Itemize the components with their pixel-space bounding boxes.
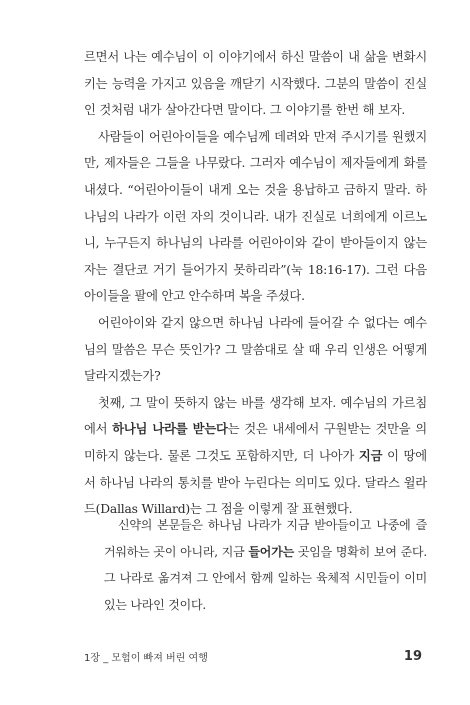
emphasis-now: 지금 (358, 447, 383, 463)
block-quote (104, 512, 427, 618)
page-footer (84, 646, 422, 666)
page-number: 19 (403, 648, 422, 664)
paragraph-4 (84, 390, 427, 523)
paragraph-4-text-b: 는 것은 내세에서 구원받는 것만을 의미하지 않는다. 물론 그것도 포함하지만, 더 나아가 (84, 422, 427, 463)
paragraph-4-text-a: 첫째, 그 말이 뜻하지 않는 바를 생각해 보자. 예수님의 가르침에서 (84, 395, 427, 437)
emphasis-entering: 들어가는 (248, 544, 294, 559)
quote-paragraph (104, 512, 427, 618)
paragraph-4-text-c: 이 땅에서 하나님 나라의 통치를 받아 누린다는 의미도 있다. 달라스 윌라드(Dallas Willard)는 그 점을 이렇게 잘 표현했다. (84, 448, 427, 517)
quote-text-a: 신약의 본문들은 하나님 나라가 지금 받아들이고 나중에 즐거워하는 곳이 아니라, 지금 (104, 518, 427, 559)
emphasis-receive-kingdom: 하나님 나라를 받는다 (112, 421, 228, 437)
chapter-title: 1장 _ 모험이 빠져 버린 여행 (84, 652, 208, 664)
paragraph-1: 르면서 나는 예수님이 이 이야기에서 하신 말씀이 내 삶을 변화시키는 능력을 가지고 있음을 깨닫기 시작했다. 그분의 말씀이 진실인 것처럼 내가 살아간다면 말이다. 그 이야기를 한번 해 보자. (84, 50, 427, 118)
body-text (84, 44, 427, 523)
paragraph-3: 어린아이와 같지 않으면 하나님 나라에 들어갈 수 없다는 예수님의 말씀은 무슨 뜻인가? 그 말씀대로 살 때 우리 인생은 어떻게 달라지겠는가? (84, 315, 427, 384)
quote-text-b: 곳임을 명확히 보여 준다. 그 나라로 옮겨져 그 안에서 함께 일하는 육체적 시민들이 이미 있는 나라인 것이다. (104, 544, 427, 612)
paragraph-2: 사람들이 어린아이들을 예수님께 데려와 만져 주시기를 원했지만, 제자들은 그들을 나무랐다. 그러자 예수님이 제자들에게 화를 내셨다. “어린아이들이 내게 오는 것을 용납하고 금하지 말라. 하나님의 나라가 이런 자의 것이니라. 내가 진실로 너희에게 이르노니, 누구든지 하나님의 나라를 어린아이와 같이 받아들이지 않는 자는 결단코 거기 들어가지 못하리라”(눅 18:16-17). 그런 다음 아이들을 팔에 안고 안수하며 복을 주셨다. (84, 129, 427, 304)
